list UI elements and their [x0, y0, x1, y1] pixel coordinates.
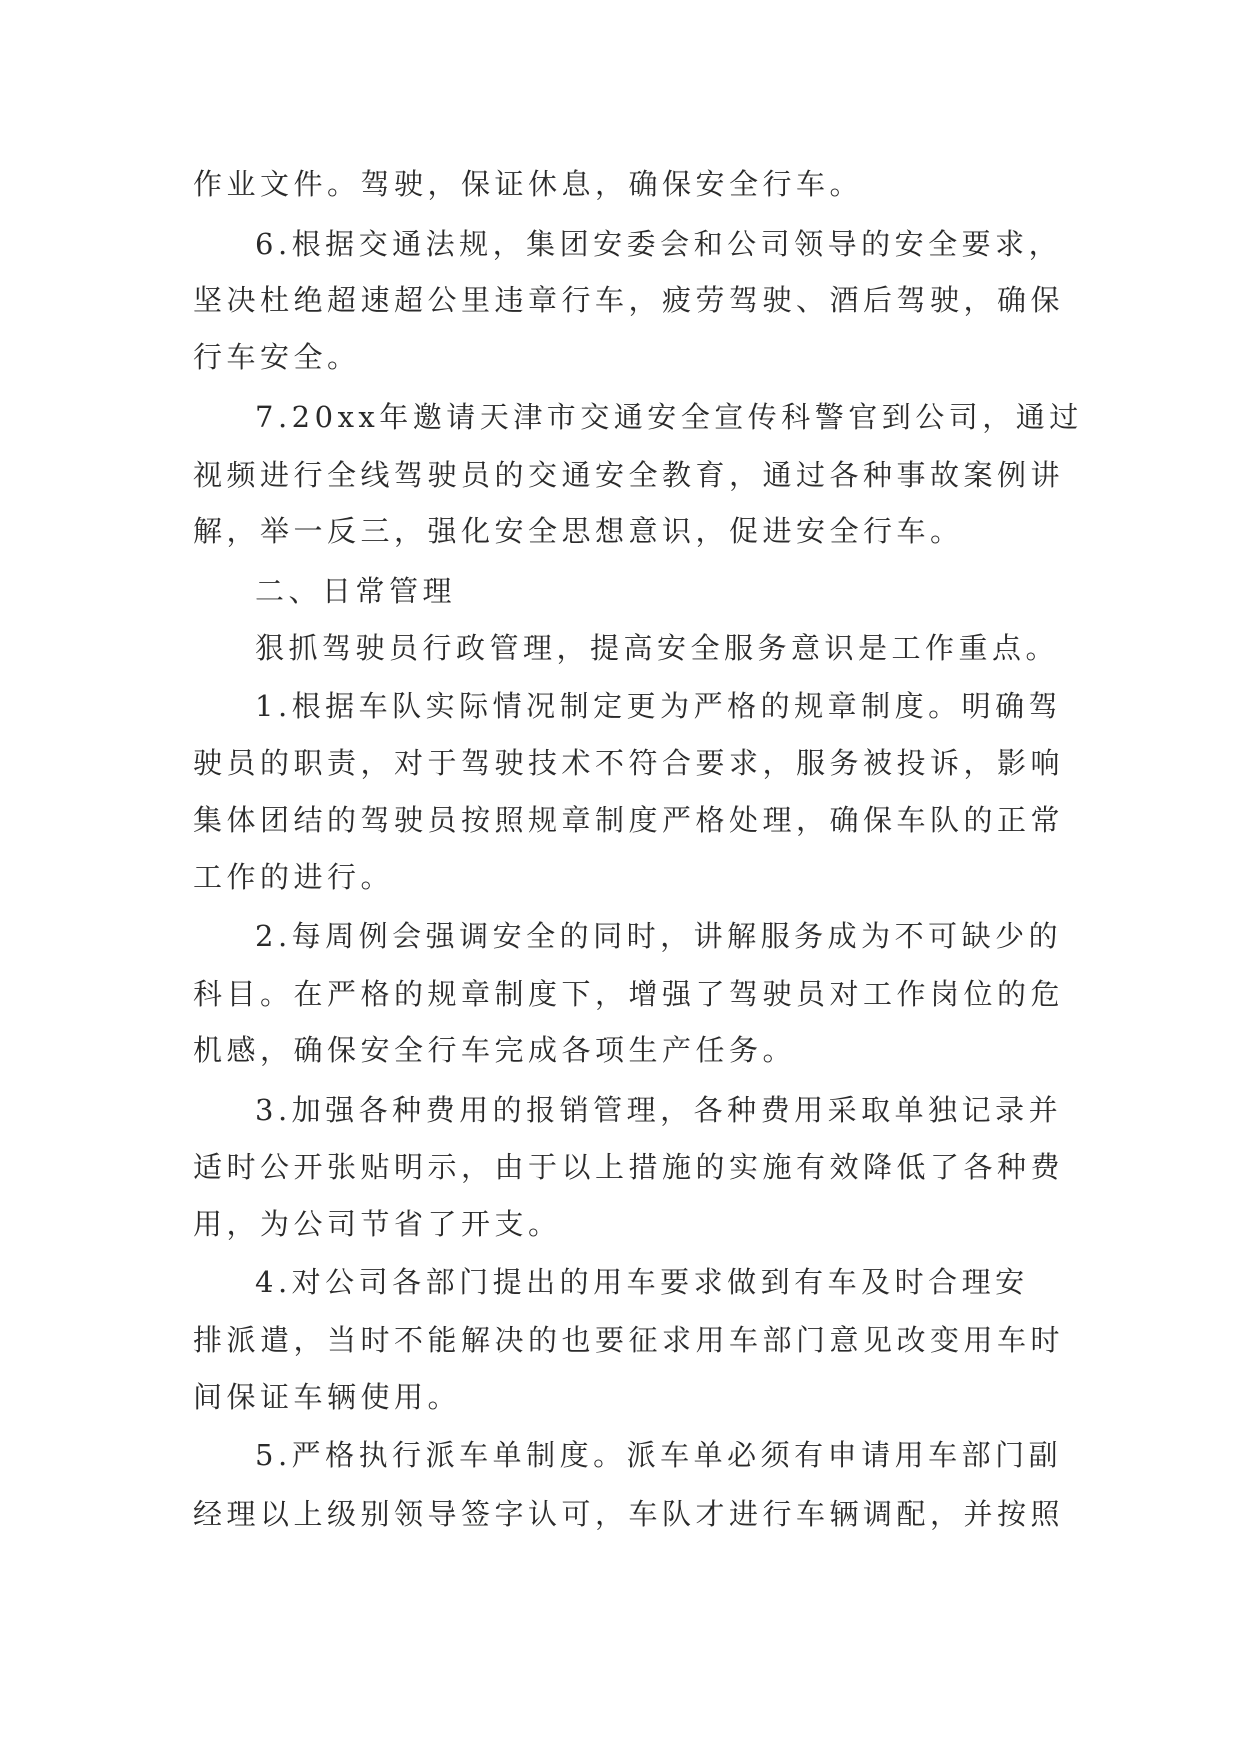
paragraph-1-line-1: 1.根据车队实际情况制定更为严格的规章制度。明确驾 [255, 689, 1063, 723]
text-line: 视频进行全线驾驶员的交通安全教育，通过各种事故案例讲 [193, 458, 1065, 492]
text-line: 间保证车辆使用。 [193, 1380, 462, 1414]
paragraph-6-line-1: 6.根据交通法规，集团安委会和公司领导的安全要求， [255, 227, 1063, 261]
text-line: 科目。在严格的规章制度下，增强了驾驶员对工作岗位的危 [193, 977, 1065, 1011]
text-line: 机感，确保安全行车完成各项生产任务。 [193, 1033, 797, 1067]
text-line: 行车安全。 [193, 340, 361, 374]
paragraph-5-line-1: 5.严格执行派车单制度。派车单必须有申请用车部门副 [255, 1438, 1063, 1472]
paragraph-2-line-1: 2.每周例会强调安全的同时，讲解服务成为不可缺少的 [255, 919, 1063, 953]
text-line: 经理以上级别领导签字认可，车队才进行车辆调配，并按照 [193, 1497, 1065, 1531]
paragraph-7-line-1: 7.20xx年邀请天津市交通安全宣传科警官到公司，通过 [255, 400, 1083, 434]
text-line: 坚决杜绝超速超公里违章行车，疲劳驾驶、酒后驾驶，确保 [193, 283, 1065, 317]
section-intro: 狠抓驾驶员行政管理，提高安全服务意识是工作重点。 [255, 631, 1060, 665]
text-line: 适时公开张贴明示，由于以上措施的实施有效降低了各种费 [193, 1150, 1065, 1184]
section-heading: 二、日常管理 [255, 574, 457, 608]
paragraph-4-line-1: 4.对公司各部门提出的用车要求做到有车及时合理安 [255, 1265, 1029, 1299]
text-line: 作业文件。驾驶，保证休息，确保安全行车。 [193, 167, 864, 201]
text-line: 集体团结的驾驶员按照规章制度严格处理，确保车队的正常 [193, 803, 1065, 837]
paragraph-3-line-1: 3.加强各种费用的报销管理，各种费用采取单独记录并 [255, 1093, 1063, 1127]
text-line: 排派遣，当时不能解决的也要征求用车部门意见改变用车时 [193, 1323, 1065, 1357]
text-line: 工作的进行。 [193, 860, 395, 894]
text-line: 用，为公司节省了开支。 [193, 1207, 562, 1241]
text-line: 解，举一反三，强化安全思想意识，促进安全行车。 [193, 514, 964, 548]
text-line: 驶员的职责，对于驾驶技术不符合要求，服务被投诉，影响 [193, 746, 1065, 780]
